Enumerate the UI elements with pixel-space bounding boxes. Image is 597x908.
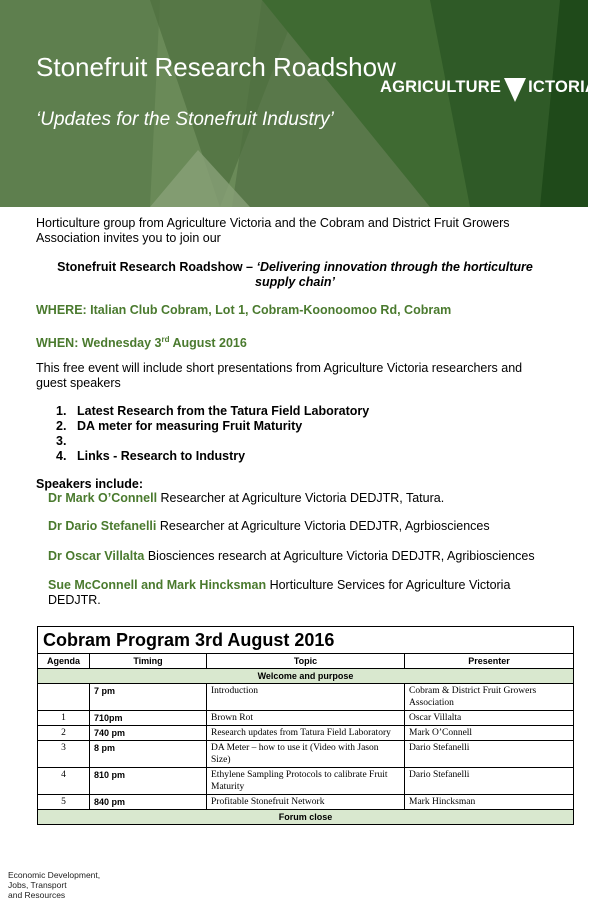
table-row: 3 8 pm DA Meter – how to use it (Video with Jason Size) Dario Stefanelli <box>38 741 574 768</box>
event-title: Stonefruit Research Roadshow – ‘Delivering innovation through the horticulture supply chain’ <box>57 260 533 289</box>
section-close: Forum close <box>38 810 574 825</box>
department-footer: Economic Development, Jobs, Transport and Resources <box>8 870 101 900</box>
table-row: 4 810 pm Ethylene Sampling Protocols to calibrate Fruit Maturity Dario Stefanelli <box>38 768 574 795</box>
header-banner <box>0 0 597 207</box>
table-row: 2 740 pm Research updates from Tatura Field Laboratory Mark O’Connell <box>38 726 574 741</box>
col-header-agenda: Agenda <box>38 654 90 669</box>
list-item: 2. DA meter for measuring Fruit Maturity <box>56 419 303 433</box>
banner-title: Stonefruit Research Roadshow <box>36 52 396 82</box>
table-row: 1 710pm Brown Rot Oscar Villalta <box>38 711 574 726</box>
speaker-item: Dr Dario Stefanelli Researcher at Agriculture Victoria DEDJTR, Agrbiosciences <box>48 519 490 533</box>
where-line: WHERE: Italian Club Cobram, Lot 1, Cobram-Koonoomoo Rd, Cobram <box>36 303 452 317</box>
col-header-topic: Topic <box>207 654 405 669</box>
list-item: 3. <box>56 434 67 448</box>
speaker-item: Dr Mark O’Connell Researcher at Agriculture Victoria DEDJTR, Tatura. <box>48 491 445 505</box>
victoria-v-icon <box>504 78 526 102</box>
col-header-presenter: Presenter <box>405 654 574 669</box>
intro-text: Horticulture group from Agriculture Victoria and the Cobram and District Fruit Growers Association invites you to join our <box>36 216 510 245</box>
speaker-item: Sue McConnell and Mark Hincksman Horticulture Services for Agriculture Victoria DEDJTR. <box>48 578 511 607</box>
speaker-item: Dr Oscar Villalta Biosciences research at Agriculture Victoria DEDJTR, Agribiosciences <box>48 549 535 563</box>
banner-graphic <box>0 0 588 207</box>
col-header-timing: Timing <box>90 654 207 669</box>
banner-subtitle: ‘Updates for the Stonefruit Industry’ <box>36 109 334 130</box>
event-tagline: ‘Delivering innovation through the horticulture supply chain’ <box>255 260 533 289</box>
list-item: 1. Latest Research from the Tatura Field Laboratory <box>56 404 370 418</box>
topic-list <box>56 404 369 464</box>
program-table <box>37 626 574 825</box>
agriculture-victoria-logo: AGRICULTURE ICTORIA <box>380 78 597 102</box>
section-welcome: Welcome and purpose <box>38 669 574 684</box>
when-line: WHEN: Wednesday 3rd August 2016 <box>36 335 247 351</box>
speakers-heading: Speakers include: <box>36 477 143 491</box>
table-row: 5 840 pm Profitable Stonefruit Network Mark Hincksman <box>38 795 574 810</box>
table-row: 7 pm Introduction Cobram & District Fruit Growers Association <box>38 684 574 711</box>
event-description: This free event will include short presentations from Agriculture Victoria researchers and guest speakers <box>36 361 523 390</box>
list-item: 4. Links - Research to Industry <box>56 449 246 463</box>
program-title: Cobram Program 3rd August 2016 <box>38 627 574 654</box>
